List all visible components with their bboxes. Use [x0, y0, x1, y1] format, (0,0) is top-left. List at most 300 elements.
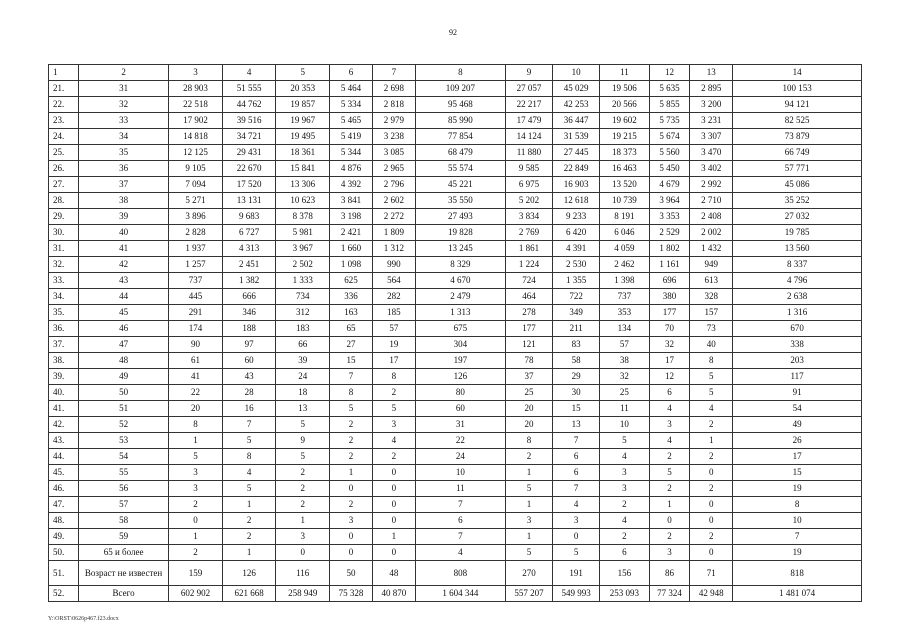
age-cell: 39: [79, 209, 169, 225]
table-cell: 12 618: [553, 193, 600, 209]
age-cell: 57: [79, 497, 169, 513]
table-cell: 1: [276, 513, 330, 529]
table-cell: 1: [690, 433, 733, 449]
table-cell: 68 479: [415, 145, 505, 161]
table-cell: 86: [649, 561, 690, 586]
age-cell: 36: [79, 161, 169, 177]
age-cell: 37: [79, 177, 169, 193]
age-cell: 45: [79, 305, 169, 321]
table-cell: 349: [553, 305, 600, 321]
table-cell: 100 153: [733, 81, 862, 97]
table-cell: 183: [276, 321, 330, 337]
table-cell: 3: [505, 513, 552, 529]
column-number: 9: [505, 65, 552, 81]
table-cell: 3 834: [505, 209, 552, 225]
age-cell: 46: [79, 321, 169, 337]
table-cell: 8 191: [600, 209, 649, 225]
table-cell: 13 560: [733, 241, 862, 257]
table-row: [49, 81, 862, 97]
table-row: [49, 353, 862, 369]
table-cell: 353: [600, 305, 649, 321]
table-cell: 17 902: [169, 113, 223, 129]
table-cell: 696: [649, 273, 690, 289]
table-cell: 7: [733, 529, 862, 545]
table-cell: 1: [169, 433, 223, 449]
table-cell: 31 539: [553, 129, 600, 145]
table-cell: 191: [553, 561, 600, 586]
table-cell: 3 470: [690, 145, 733, 161]
table-cell: 45 029: [553, 81, 600, 97]
table-cell: 3 896: [169, 209, 223, 225]
table-cell: 10 739: [600, 193, 649, 209]
table-cell: 2: [330, 449, 373, 465]
age-cell: 32: [79, 97, 169, 113]
table-cell: 10 623: [276, 193, 330, 209]
table-cell: 83: [553, 337, 600, 353]
row-number-cell: 39.: [49, 369, 79, 385]
table-cell: 2: [222, 529, 276, 545]
table-row: [49, 497, 862, 513]
column-number: 13: [690, 65, 733, 81]
table-cell: 20: [505, 417, 552, 433]
table-cell: 818: [733, 561, 862, 586]
age-cell: 40: [79, 225, 169, 241]
table-cell: 1 257: [169, 257, 223, 273]
table-cell: 278: [505, 305, 552, 321]
table-row: [49, 561, 862, 586]
row-number-cell: 32.: [49, 257, 79, 273]
table-cell: 2: [330, 497, 373, 513]
table-cell: 5 635: [649, 81, 690, 97]
table-cell: 20 566: [600, 97, 649, 113]
table-cell: 174: [169, 321, 223, 337]
table-cell: 312: [276, 305, 330, 321]
table-row: [49, 529, 862, 545]
table-cell: 1 604 344: [415, 586, 505, 602]
table-cell: 8 378: [276, 209, 330, 225]
table-cell: 4 670: [415, 273, 505, 289]
column-number: 14: [733, 65, 862, 81]
table-row: [49, 586, 862, 602]
table-cell: 97: [222, 337, 276, 353]
row-number-cell: 52.: [49, 586, 79, 602]
table-cell: 4 313: [222, 241, 276, 257]
table-cell: 6 420: [553, 225, 600, 241]
table-cell: 722: [553, 289, 600, 305]
table-cell: 1: [372, 529, 415, 545]
table-cell: 85 990: [415, 113, 505, 129]
table-cell: 19 967: [276, 113, 330, 129]
table-cell: 185: [372, 305, 415, 321]
table-cell: 1 224: [505, 257, 552, 273]
row-number-cell: 38.: [49, 353, 79, 369]
table-cell: 3 198: [330, 209, 373, 225]
page-number: 92: [449, 28, 457, 37]
table-row: [49, 129, 862, 145]
table-cell: 9 683: [222, 209, 276, 225]
row-number-cell: 22.: [49, 97, 79, 113]
table-cell: 2: [169, 497, 223, 513]
table-cell: 0: [330, 545, 373, 561]
table-cell: 60: [415, 401, 505, 417]
table-cell: 1 355: [553, 273, 600, 289]
table-cell: 5: [222, 481, 276, 497]
table-cell: 5: [505, 481, 552, 497]
table-cell: 5: [330, 401, 373, 417]
table-cell: 0: [330, 481, 373, 497]
table-cell: 177: [649, 305, 690, 321]
table-cell: 40: [690, 337, 733, 353]
table-cell: 557 207: [505, 586, 552, 602]
table-cell: 80: [415, 385, 505, 401]
table-cell: 8: [222, 449, 276, 465]
table-cell: 2 965: [372, 161, 415, 177]
table-cell: 95 468: [415, 97, 505, 113]
row-number-cell: 23.: [49, 113, 79, 129]
table-cell: 380: [649, 289, 690, 305]
table-cell: 22 849: [553, 161, 600, 177]
table-cell: 2: [372, 385, 415, 401]
table-cell: 724: [505, 273, 552, 289]
row-number-cell: 36.: [49, 321, 79, 337]
column-number: 2: [79, 65, 169, 81]
table-cell: 3 402: [690, 161, 733, 177]
table-cell: 94 121: [733, 97, 862, 113]
table-cell: 0: [372, 513, 415, 529]
table-cell: 26: [733, 433, 862, 449]
table-cell: 70: [649, 321, 690, 337]
table-cell: 3 964: [649, 193, 690, 209]
table-cell: 61: [169, 353, 223, 369]
table-cell: 2: [690, 417, 733, 433]
age-cell: 50: [79, 385, 169, 401]
table-cell: 2: [600, 529, 649, 545]
table-cell: 2 421: [330, 225, 373, 241]
table-cell: 1: [505, 497, 552, 513]
table-cell: 22: [415, 433, 505, 449]
table-cell: 1 312: [372, 241, 415, 257]
file-path-footer: Y:\ORST\0626p467.f23.docx: [48, 616, 119, 622]
table-cell: 1 802: [649, 241, 690, 257]
table-cell: 126: [222, 561, 276, 586]
table-cell: 1 333: [276, 273, 330, 289]
table-cell: 5: [649, 465, 690, 481]
table-cell: 282: [372, 289, 415, 305]
table-cell: 121: [505, 337, 552, 353]
age-cell: 53: [79, 433, 169, 449]
table-cell: 7: [415, 529, 505, 545]
column-number: 5: [276, 65, 330, 81]
table-cell: 2 529: [649, 225, 690, 241]
table-cell: 30: [553, 385, 600, 401]
table-row: [49, 289, 862, 305]
table-cell: 57: [600, 337, 649, 353]
table-cell: 737: [169, 273, 223, 289]
table-cell: 3: [330, 513, 373, 529]
row-number-cell: 41.: [49, 401, 79, 417]
table-cell: 3: [372, 417, 415, 433]
table-cell: 2: [276, 497, 330, 513]
table-cell: 1 398: [600, 273, 649, 289]
table-cell: 1: [330, 465, 373, 481]
table-cell: 670: [733, 321, 862, 337]
row-number-cell: 49.: [49, 529, 79, 545]
table-cell: 35 252: [733, 193, 862, 209]
row-number-cell: 45.: [49, 465, 79, 481]
age-cell: Всего: [79, 586, 169, 602]
table-row: [49, 305, 862, 321]
table-cell: 45 086: [733, 177, 862, 193]
table-cell: 77 854: [415, 129, 505, 145]
table-cell: 27 057: [505, 81, 552, 97]
table-cell: 4 059: [600, 241, 649, 257]
table-cell: 6: [600, 545, 649, 561]
table-cell: 5: [690, 385, 733, 401]
table-cell: 27: [330, 337, 373, 353]
table-cell: 4: [649, 401, 690, 417]
table-cell: 5 981: [276, 225, 330, 241]
table-cell: 6: [415, 513, 505, 529]
table-cell: 5 450: [649, 161, 690, 177]
table-cell: 197: [415, 353, 505, 369]
table-cell: 8: [505, 433, 552, 449]
table-cell: 1 861: [505, 241, 552, 257]
table-cell: 13 520: [600, 177, 649, 193]
table-cell: 157: [690, 305, 733, 321]
table-row: [49, 481, 862, 497]
table-cell: 2: [276, 481, 330, 497]
table-cell: 11: [415, 481, 505, 497]
table-cell: 19: [733, 545, 862, 561]
age-cell: 44: [79, 289, 169, 305]
table-cell: 109 207: [415, 81, 505, 97]
table-cell: 9 105: [169, 161, 223, 177]
table-cell: 5: [553, 545, 600, 561]
table-cell: 8: [330, 385, 373, 401]
table-cell: 18 373: [600, 145, 649, 161]
table-cell: 445: [169, 289, 223, 305]
table-cell: 2 828: [169, 225, 223, 241]
table-cell: 3: [553, 513, 600, 529]
table-cell: 8 337: [733, 257, 862, 273]
table-row: [49, 337, 862, 353]
table-cell: 3 353: [649, 209, 690, 225]
table-cell: 17: [733, 449, 862, 465]
table-cell: 6: [553, 449, 600, 465]
table-row: [49, 321, 862, 337]
table-cell: 1: [169, 529, 223, 545]
table-cell: 3 085: [372, 145, 415, 161]
table-cell: 949: [690, 257, 733, 273]
column-number: 6: [330, 65, 373, 81]
table-cell: 54: [733, 401, 862, 417]
row-number-cell: 31.: [49, 241, 79, 257]
table-cell: 38: [600, 353, 649, 369]
table-cell: 5: [505, 545, 552, 561]
age-cell: Возраст не известен: [79, 561, 169, 586]
table-row: [49, 193, 862, 209]
table-cell: 737: [600, 289, 649, 305]
table-cell: 31: [415, 417, 505, 433]
row-number-cell: 24.: [49, 129, 79, 145]
table-cell: 1 660: [330, 241, 373, 257]
table-cell: 48: [372, 561, 415, 586]
age-cell: 51: [79, 401, 169, 417]
table-cell: 2 602: [372, 193, 415, 209]
table-cell: 5 344: [330, 145, 373, 161]
table-cell: 1: [649, 497, 690, 513]
table-cell: 4: [649, 433, 690, 449]
table-cell: 11 880: [505, 145, 552, 161]
table-cell: 621 668: [222, 586, 276, 602]
table-cell: 1 098: [330, 257, 373, 273]
table-cell: 20 353: [276, 81, 330, 97]
table-cell: 2: [169, 545, 223, 561]
table-cell: 990: [372, 257, 415, 273]
table-cell: 5 560: [649, 145, 690, 161]
age-cell: 34: [79, 129, 169, 145]
table-cell: 0: [690, 513, 733, 529]
table-cell: 3: [600, 481, 649, 497]
table-cell: 2 895: [690, 81, 733, 97]
table-row: [49, 369, 862, 385]
column-number: 1: [49, 65, 79, 81]
table-cell: 2 272: [372, 209, 415, 225]
table-cell: 57: [372, 321, 415, 337]
table-cell: 39 516: [222, 113, 276, 129]
age-cell: 48: [79, 353, 169, 369]
table-cell: 3: [649, 545, 690, 561]
table-cell: 1 382: [222, 273, 276, 289]
table-cell: 211: [553, 321, 600, 337]
row-number-cell: 43.: [49, 433, 79, 449]
table-cell: 22 217: [505, 97, 552, 113]
table-cell: 675: [415, 321, 505, 337]
table-cell: 0: [690, 545, 733, 561]
table-row: [49, 273, 862, 289]
table-cell: 0: [169, 513, 223, 529]
table-cell: 15: [553, 401, 600, 417]
table-cell: 8: [733, 497, 862, 513]
table-cell: 5 465: [330, 113, 373, 129]
table-cell: 2: [505, 449, 552, 465]
table-cell: 22 670: [222, 161, 276, 177]
table-cell: 2: [372, 449, 415, 465]
table-cell: 5 735: [649, 113, 690, 129]
table-cell: 22: [169, 385, 223, 401]
table-cell: 4 679: [649, 177, 690, 193]
table-cell: 44 762: [222, 97, 276, 113]
table-row: [49, 241, 862, 257]
table-cell: 19: [733, 481, 862, 497]
table-cell: 19 602: [600, 113, 649, 129]
table-cell: 5 202: [505, 193, 552, 209]
table-cell: 4: [222, 465, 276, 481]
table-cell: 17 479: [505, 113, 552, 129]
table-cell: 19 215: [600, 129, 649, 145]
table-cell: 7 094: [169, 177, 223, 193]
table-cell: 116: [276, 561, 330, 586]
table-cell: 163: [330, 305, 373, 321]
table-cell: 36 447: [553, 113, 600, 129]
table-cell: 2 638: [733, 289, 862, 305]
table-cell: 9 585: [505, 161, 552, 177]
table-cell: 10: [600, 417, 649, 433]
row-number-cell: 47.: [49, 497, 79, 513]
table-cell: 2 530: [553, 257, 600, 273]
table-cell: 253 093: [600, 586, 649, 602]
table-cell: 3: [169, 481, 223, 497]
table-cell: 2 408: [690, 209, 733, 225]
row-number-cell: 44.: [49, 449, 79, 465]
table-cell: 13: [276, 401, 330, 417]
table-cell: 2 502: [276, 257, 330, 273]
table-cell: 32: [649, 337, 690, 353]
column-number: 7: [372, 65, 415, 81]
table-cell: 2 992: [690, 177, 733, 193]
table-cell: 17 520: [222, 177, 276, 193]
table-row: [49, 385, 862, 401]
table-cell: 5: [222, 433, 276, 449]
table-cell: 4: [415, 545, 505, 561]
age-cell: 59: [79, 529, 169, 545]
row-number-cell: 30.: [49, 225, 79, 241]
table-cell: 65: [330, 321, 373, 337]
table-cell: 5 464: [330, 81, 373, 97]
table-row: [49, 513, 862, 529]
table-cell: 5 855: [649, 97, 690, 113]
table-cell: 19 506: [600, 81, 649, 97]
table-cell: 49: [733, 417, 862, 433]
row-number-cell: 33.: [49, 273, 79, 289]
row-number-cell: 25.: [49, 145, 79, 161]
table-cell: 9: [276, 433, 330, 449]
table-cell: 5: [276, 449, 330, 465]
row-number-cell: 21.: [49, 81, 79, 97]
age-cell: 41: [79, 241, 169, 257]
table-cell: 24: [276, 369, 330, 385]
table-cell: 2: [222, 513, 276, 529]
table-cell: 28: [222, 385, 276, 401]
row-number-cell: 28.: [49, 193, 79, 209]
table-cell: 9 233: [553, 209, 600, 225]
table-row: [49, 433, 862, 449]
table-cell: 8 329: [415, 257, 505, 273]
table-cell: 304: [415, 337, 505, 353]
table-cell: 5: [169, 449, 223, 465]
table-row: [49, 449, 862, 465]
table-cell: 291: [169, 305, 223, 321]
table-cell: 1: [505, 529, 552, 545]
table-cell: 7: [553, 481, 600, 497]
table-cell: 19 495: [276, 129, 330, 145]
table-cell: 134: [600, 321, 649, 337]
age-cell: 58: [79, 513, 169, 529]
table-cell: 11: [600, 401, 649, 417]
table-cell: 18: [276, 385, 330, 401]
row-number-cell: 29.: [49, 209, 79, 225]
table-header-row: [49, 65, 862, 81]
table-cell: 12 125: [169, 145, 223, 161]
table-cell: 1 316: [733, 305, 862, 321]
table-cell: 37: [505, 369, 552, 385]
table-cell: 1 313: [415, 305, 505, 321]
table-cell: 3 307: [690, 129, 733, 145]
age-cell: 49: [79, 369, 169, 385]
table-cell: 35 550: [415, 193, 505, 209]
table-cell: 24: [415, 449, 505, 465]
table-cell: 808: [415, 561, 505, 586]
